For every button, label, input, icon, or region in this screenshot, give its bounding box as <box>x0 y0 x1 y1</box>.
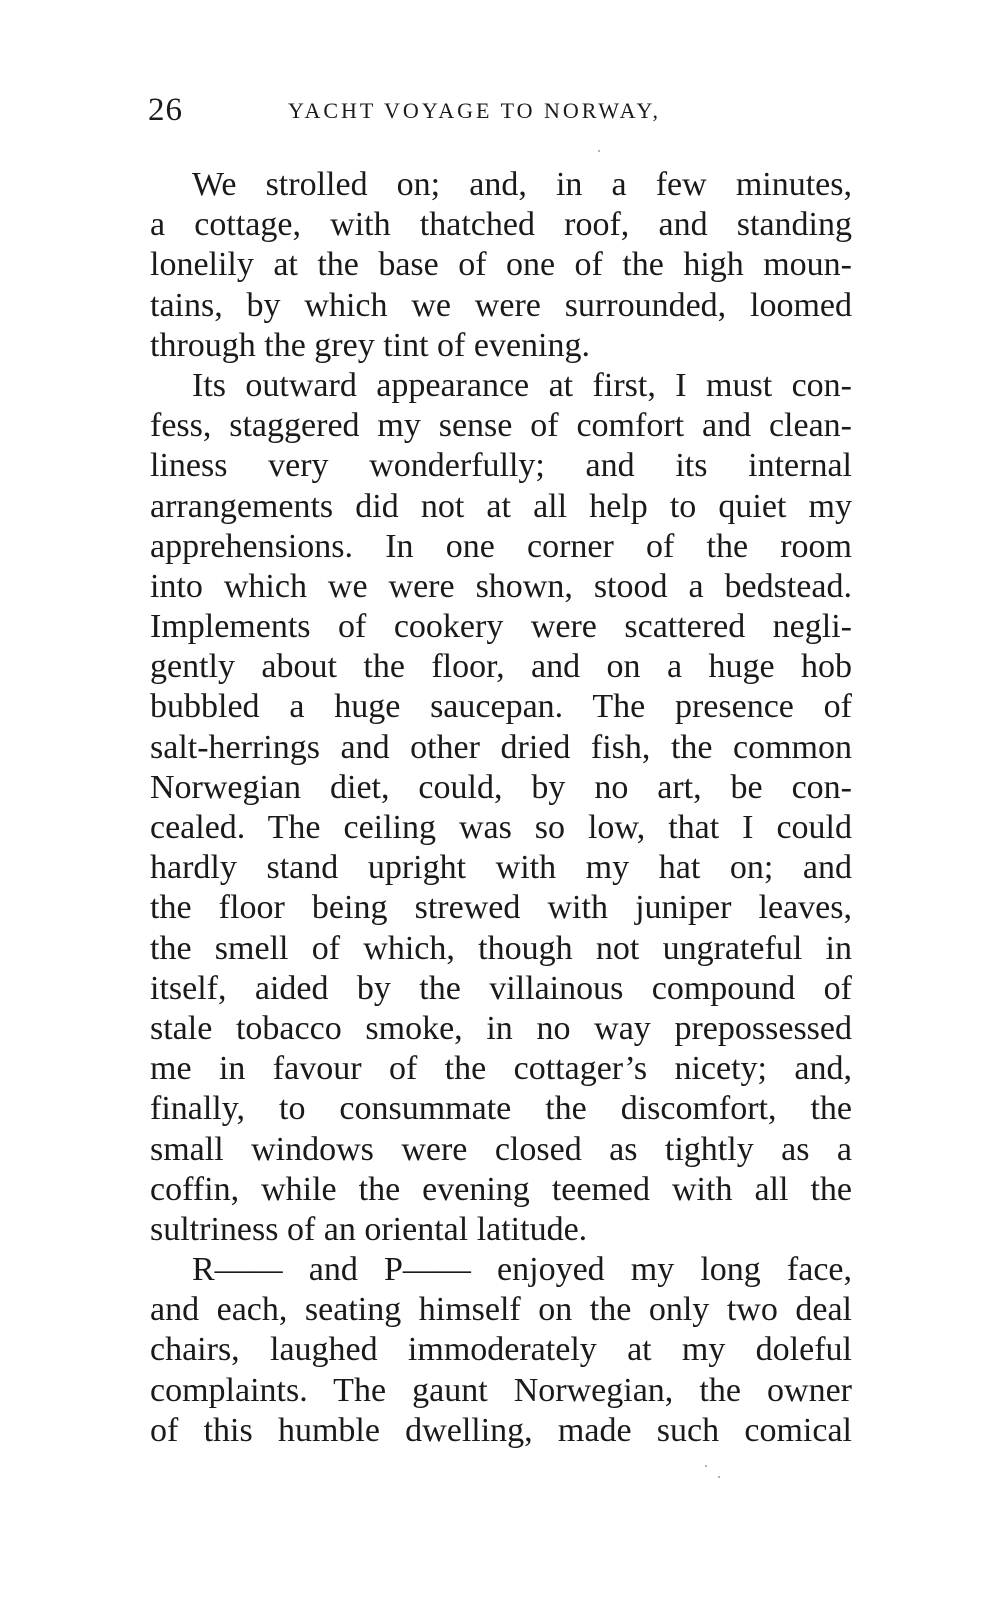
text-line: apprehensions. In one corner of the room <box>150 527 852 565</box>
text-line: cealed. The ceiling was so low, that I could <box>150 809 852 846</box>
text-line: liness very wonderfully; and its internal <box>150 447 852 485</box>
text-line: the smell of which, though not ungrateful in <box>150 929 852 967</box>
paper-speck <box>718 1476 720 1478</box>
text-line: fess, staggered my sense of comfort and clean- <box>150 407 852 445</box>
text-line: bubbled a huge saucepan. The presence of <box>150 688 852 726</box>
text-line: into which we were shown, stood a bedstead. <box>150 567 852 605</box>
text-line: lonelily at the base of one of the high moun- <box>150 246 852 284</box>
text-line: salt-herrings and other dried fish, the common <box>150 728 852 766</box>
text-line: sultriness of an oriental latitude. <box>150 1210 588 1248</box>
text-line: Its outward appearance at first, I must con- <box>192 366 852 404</box>
text-line: arrangements did not at all help to quiet my <box>150 487 852 525</box>
text-line: coffin, while the evening teemed with all the <box>150 1170 852 1208</box>
text-line: a cottage, with thatched roof, and standing <box>150 206 852 244</box>
text-line: itself, aided by the villainous compound of <box>150 969 852 1007</box>
text-line: finally, to consummate the discomfort, the <box>150 1090 852 1128</box>
text-line: Implements of cookery were scattered negli- <box>150 608 852 646</box>
text-line: small windows were closed as tightly as a <box>150 1130 852 1168</box>
text-line: R—— and P—— enjoyed my long face, <box>192 1251 852 1289</box>
text-line: and each, seating himself on the only two deal <box>150 1291 852 1329</box>
paper-speck <box>598 150 600 152</box>
body-text <box>150 165 852 1451</box>
running-title: YACHT VOYAGE TO NORWAY, <box>288 98 661 123</box>
text-line: Norwegian diet, could, by no art, be con- <box>150 768 852 806</box>
text-line: We strolled on; and, in a few minutes, <box>192 166 852 203</box>
text-line: hardly stand upright with my hat on; and <box>150 849 852 887</box>
page-number: 26 <box>148 92 183 128</box>
text-line: complaints. The gaunt Norwegian, the owner <box>150 1371 852 1409</box>
page-header <box>148 92 868 132</box>
text-line: through the grey tint of evening. <box>150 326 591 364</box>
text-line: gently about the floor, and on a huge hob <box>150 648 852 686</box>
text-line: tains, by which we were surrounded, loomed <box>150 286 852 324</box>
text-line: chairs, laughed immoderately at my doleful <box>150 1331 852 1369</box>
text-line: of this humble dwelling, made such comical <box>150 1411 852 1449</box>
text-line: me in favour of the cottager’s nicety; and, <box>150 1050 852 1088</box>
text-line: the floor being strewed with juniper leaves, <box>150 889 852 927</box>
paper-speck <box>705 1465 707 1467</box>
text-line: stale tobacco smoke, in no way prepossessed <box>150 1009 852 1047</box>
